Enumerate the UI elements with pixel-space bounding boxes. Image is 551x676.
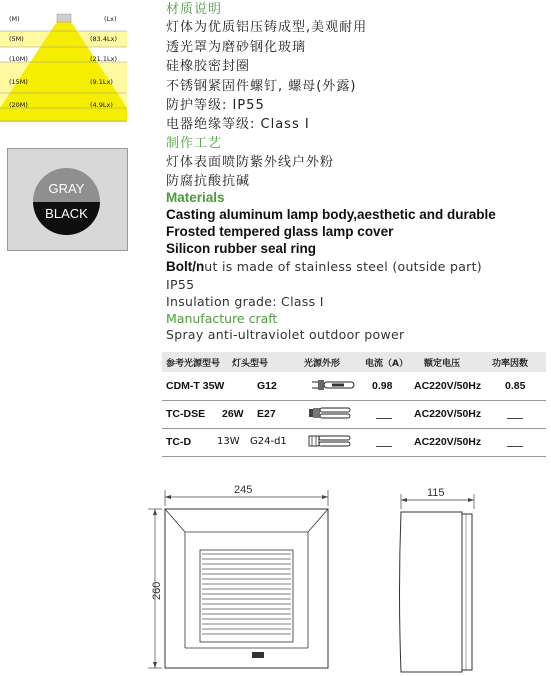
column-header: 功率因数 xyxy=(492,359,529,369)
materials-en-bolt-line xyxy=(166,258,482,276)
material-cn-heading: 材质说明 xyxy=(166,2,223,17)
illum-distance: (5M) xyxy=(9,35,24,43)
bolt-rest-text: ut is made of stainless steel (outside part) xyxy=(204,259,482,274)
voltage-value: AC220V/50Hz xyxy=(414,408,482,420)
lamp-wattage: 26W xyxy=(222,408,244,420)
illum-lux: (4.9Lx) xyxy=(90,101,113,109)
illum-lux: (9.1Lx) xyxy=(90,78,113,86)
craft-cn-heading: 制作工艺 xyxy=(166,136,223,151)
color-black-label: BLACK xyxy=(33,202,100,236)
depth-dimension-label: 115 xyxy=(427,487,445,499)
materials-en-heading: Materials xyxy=(166,190,225,205)
lamp-model: TC-D xyxy=(166,436,192,448)
column-header: 灯头型号 xyxy=(232,359,269,369)
power-factor-value: 0.85 xyxy=(505,380,526,392)
width-dimension-label: 245 xyxy=(234,484,253,496)
height-dimension-label: 260 xyxy=(151,581,163,600)
craft-en-heading: Manufacture craft xyxy=(166,311,278,326)
craft-en-line: Spray anti-ultraviolet outdoor power xyxy=(166,327,405,342)
table-row xyxy=(162,372,546,401)
illum-header-lux: (Lx) xyxy=(104,15,117,23)
lamp-base: G12 xyxy=(257,380,277,392)
front-view-drawing xyxy=(140,482,360,676)
material-cn-line: 不锈钢紧固件螺钉, 螺母(外露) xyxy=(166,79,357,94)
material-cn-line: 硅橡胶密封圈 xyxy=(166,59,251,74)
illum-distance: (15M) xyxy=(9,78,28,86)
current-value: 0.98 xyxy=(372,380,393,392)
illum-lux: (83.4Lx) xyxy=(90,35,118,43)
materials-en-line: Frosted tempered glass lamp cover xyxy=(166,224,394,239)
material-cn-line: 防护等级: IP55 xyxy=(166,98,265,113)
tc-dse-lamp-icon xyxy=(308,406,352,420)
material-cn-line: 灯体为优质铝压铸成型,美观耐用 xyxy=(166,20,368,35)
power-factor-empty-dash xyxy=(507,418,523,419)
material-cn-line: 透光罩为磨砂钢化玻璃 xyxy=(166,40,307,55)
voltage-value: AC220V/50Hz xyxy=(414,436,482,448)
color-gray-label: GRAY xyxy=(33,168,100,202)
craft-cn-line: 防腐抗酸抗碱 xyxy=(166,174,251,189)
current-empty-dash xyxy=(376,418,392,419)
column-header: 电流（A） xyxy=(365,359,408,369)
craft-cn-line: 灯体表面喷防紫外线户外粉 xyxy=(166,155,335,170)
material-cn-line: 电器绝缘等级: Class I xyxy=(166,117,310,132)
lamp-base: E27 xyxy=(257,408,276,420)
color-swatch xyxy=(33,168,100,235)
materials-en-line: Silicon rubber seal ring xyxy=(166,241,317,256)
illum-lux: (21.1Lx) xyxy=(90,55,118,63)
tc-d-lamp-icon xyxy=(308,434,352,448)
lamp-base: G24-d1 xyxy=(250,436,287,447)
lamp-wattage: 13W xyxy=(217,436,240,447)
materials-en-line: Casting aluminum lamp body,aesthetic and durable xyxy=(166,207,496,222)
cdm-t-lamp-icon xyxy=(310,378,358,392)
column-header: 光源外形 xyxy=(304,359,341,369)
color-options-badge xyxy=(7,148,128,251)
side-view-drawing xyxy=(392,482,482,676)
power-factor-empty-dash xyxy=(507,446,523,447)
table-row xyxy=(162,400,546,429)
insulation-grade: Insulation grade: Class I xyxy=(166,294,324,309)
voltage-value: AC220V/50Hz xyxy=(414,380,482,392)
lamp-model: TC-DSE xyxy=(166,408,206,420)
table-row xyxy=(162,428,546,457)
column-header: 参考光源型号 xyxy=(166,359,221,369)
table-header xyxy=(162,352,546,372)
illum-header-distance: (M) xyxy=(9,15,20,23)
bolt-bold-text: Bolt/n xyxy=(166,259,205,274)
illum-distance: (20M) xyxy=(9,101,28,109)
column-header: 额定电压 xyxy=(424,359,461,369)
ip-rating: IP55 xyxy=(166,277,195,292)
current-empty-dash xyxy=(376,446,392,447)
illum-distance: (10M) xyxy=(9,55,28,63)
lamp-model: CDM-T 35W xyxy=(166,380,225,392)
